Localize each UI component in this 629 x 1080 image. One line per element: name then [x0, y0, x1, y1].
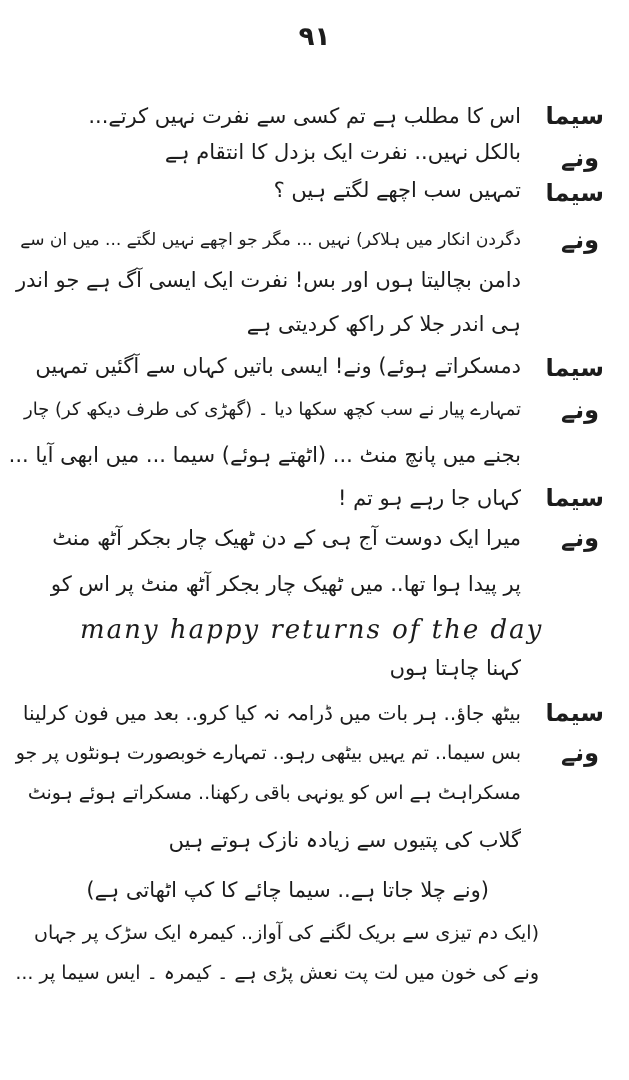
speaker-label: سیما	[545, 354, 604, 382]
speaker-label: ونے	[561, 226, 599, 254]
speaker-label: ونے	[561, 396, 599, 424]
dialogue-line: اس کا مطلب ہے تم کسی سے نفرت نہیں کرتے...	[88, 104, 521, 128]
dialogue-line: دامن بچالیتا ہوں اور بس! نفرت ایک ایسی آگ ہے جو اندر	[16, 268, 521, 292]
dialogue-line: میرا ایک دوست آج ہی کے دن ٹھیک چار بجکر آٹھ منٹ	[52, 526, 521, 550]
dialogue-line: مسکراہٹ ہے اس کو یونہی باقی رکھنا.. مسکراتے ہوئے ہونٹ	[27, 782, 521, 804]
dialogue-line: بجنے میں پانچ منٹ ... (اٹھتے ہوئے) سیما ... میں ابھی آیا ...	[8, 443, 521, 467]
speaker-label: ونے	[561, 524, 599, 552]
speaker-label: سیما	[545, 102, 604, 130]
speaker-label: ونے	[561, 144, 599, 172]
stage-direction: ونے کی خون میں لت پت نعش پڑی ہے ۔ کیمرہ ۔ ایس سیما پر ...	[15, 962, 539, 984]
speaker-label: ونے	[561, 739, 599, 767]
dialogue-line: دگردن انکار میں ہلاکر) نہیں ... مگر جو اچھے نہیں لگتے ... میں ان سے	[20, 230, 521, 250]
dialogue-line: دمسکراتے ہوئے) ونے! ایسی باتیں کہاں سے آگئیں تمہیں	[35, 354, 521, 378]
speaker-label: سیما	[545, 179, 604, 207]
dialogue-line: تمہیں سب اچھے لگتے ہیں ؟	[273, 178, 521, 202]
speaker-label: سیما	[545, 484, 604, 512]
dialogue-line: کہاں جا رہے ہو تم !	[337, 486, 521, 510]
stage-direction: (ایک دم تیزی سے بریک لگنے کی آواز.. کیمرہ ایک سڑک پر جہاں	[34, 922, 539, 944]
dialogue-line: گلاب کی پتیوں سے زیادہ نازک ہوتے ہیں	[168, 828, 521, 852]
stage-direction: (ونے چلا جاتا ہے.. سیما چائے کا کپ اٹھاتی ہے)	[86, 878, 489, 902]
english-greeting-line: many happy returns of the day	[80, 615, 544, 645]
dialogue-line: بالکل نہیں.. نفرت ایک بزدل کا انتقام ہے	[164, 140, 521, 164]
dialogue-line: بیٹھ جاؤ.. ہر بات میں ڈرامہ نہ کیا کرو.. بعد میں فون کرلینا	[22, 701, 521, 725]
dialogue-line: کہنا چاہتا ہوں	[389, 656, 521, 680]
dialogue-line: ہی اندر جلا کر راکھ کردیتی ہے	[246, 312, 521, 336]
dialogue-line: بس سیما.. تم یہیں بیٹھی رہو.. تمہارے خوبصورت ہونٹوں پر جو	[15, 742, 521, 764]
page-number: ٩١	[298, 22, 331, 52]
dialogue-line: تمہارے پیار نے سب کچھ سکھا دیا ۔ (گھڑی کی طرف دیکھ کر) چار	[24, 399, 521, 420]
dialogue-line: پر پیدا ہوا تھا.. میں ٹھیک چار بجکر آٹھ منٹ پر اس کو	[50, 572, 521, 596]
speaker-label: سیما	[545, 699, 604, 727]
